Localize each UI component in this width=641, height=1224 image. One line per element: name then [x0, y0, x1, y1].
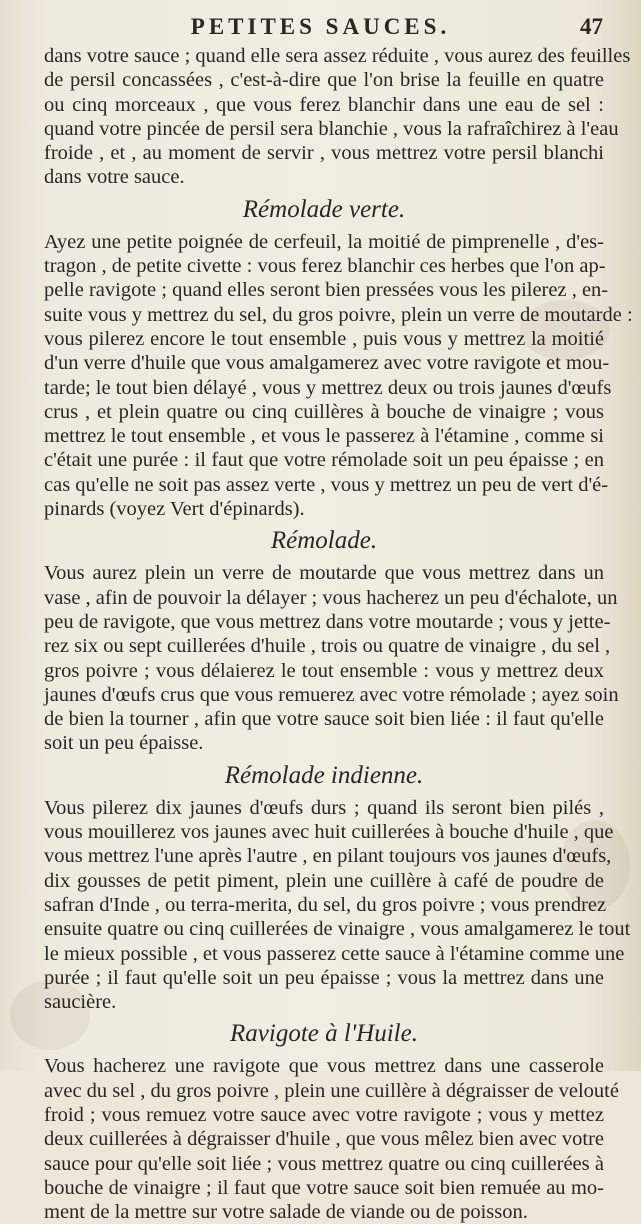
text-line: froide , et , au moment de servir , vous mettrez votre persil blanchi: [44, 142, 604, 165]
section-heading: Ravigote à l'Huile.: [230, 1020, 418, 1048]
text-line: rez six ou sept cuillerées d'huile , trois ou quatre de vinaigre , du sel ,: [44, 635, 611, 658]
text-line: avec du sel , du gros poivre , plein une cuillère à dégraisser de velouté: [44, 1079, 619, 1102]
text-line: c'était une purée : il faut que votre rémolade soit un peu épaisse ; en: [44, 449, 604, 472]
text-line: le mieux possible , et vous passerez cette sauce à l'étamine comme une: [44, 942, 625, 965]
text-line: d'un verre d'huile que vous amalgamerez avec votre ravigote et mou-: [44, 352, 610, 375]
section-remolade-verte: [44, 190, 633, 522]
text-line: suite vous y mettrez du sel, du gros poivre, plein un verre de moutarde :: [44, 303, 633, 326]
text-line: froid ; vous remuez votre sauce avec votre ravigote ; vous y mettez: [44, 1103, 604, 1126]
section-heading: Rémolade.: [270, 527, 378, 555]
section-remolade-indienne: [44, 756, 631, 1015]
text-line: crus , et plein quatre ou cinq cuillères à bouche de vinaigre ; vous: [44, 400, 604, 423]
text-line: ment de la mettre sur votre salade de viande ou de poisson.: [44, 1201, 528, 1224]
text-line: jaunes d'œufs crus que vous remuerez avec votre rémolade ; ayez soin: [44, 683, 619, 706]
text-line: ensuite quatre ou cinq cuillerées de vinaigre , vous amalgamerez le tout: [44, 918, 631, 941]
text-line: vous mettrez l'une après l'autre , en pilant toujours vos jaunes d'œufs,: [44, 845, 612, 868]
text-line: mettrez le tout ensemble , et vous le passerez à l'étamine , comme si: [44, 425, 604, 448]
text-line: pelle ravigote ; quand elles seront bien pressées vous les pilerez , en-: [44, 279, 609, 302]
text-line: gros poivre ; vous délaierez le tout ensemble : vous y mettrez deux: [44, 659, 604, 682]
text-line: quand votre pincée de persil sera blanchie , vous la rafraîchirez à l'eau: [44, 117, 619, 140]
running-header: [0, 8, 641, 42]
body-text: [44, 44, 633, 1224]
text-line: purée ; il faut qu'elle soit un peu épaisse ; vous la mettrez dans une: [44, 966, 604, 989]
page-number: 47: [580, 14, 603, 39]
intro-paragraph: [44, 44, 631, 190]
section-ravigote-huile: [44, 1014, 619, 1224]
text-line: dix gousses de petit piment, plein une cuillère à café de poudre de: [44, 869, 604, 892]
text-line: saucière.: [44, 991, 117, 1014]
text-line: tarde; le tout bien délayé , vous y mettrez deux ou trois jaunes d'œufs: [44, 376, 612, 399]
text-line: vous mouillerez vos jaunes avec huit cuillerées à bouche d'huile , que: [44, 821, 614, 844]
text-line: sauce pour qu'elle soit liée ; vous mettrez quatre ou cinq cuillerées à: [44, 1152, 604, 1175]
section-heading: Rémolade verte.: [242, 195, 406, 223]
text-line: dans votre sauce ; quand elle sera assez réduite , vous aurez des feuilles: [44, 45, 631, 67]
text-line: Vous aurez plein un verre de moutarde que vous mettrez dans un: [44, 562, 604, 585]
section-heading: Rémolade indienne.: [224, 761, 424, 789]
text-line: Vous pilerez dix jaunes d'œufs durs ; quand ils seront bien pilés ,: [44, 796, 604, 819]
text-line: Vous hacherez une ravigote que vous mettrez dans une casserole: [44, 1055, 604, 1078]
text-line: cas qu'elle ne soit pas assez verte , vous y mettrez un peu de vert d'é-: [44, 473, 609, 496]
text-line: pinards (voyez Vert d'épinards).: [44, 498, 305, 521]
text-line: peu de ravigote, que vous mettrez dans votre moutarde ; vous y jette-: [44, 610, 611, 633]
text-line: de bien la tourner , afin que votre sauce soit bien liée : il faut qu'elle: [44, 708, 604, 731]
text-line: dans votre sauce.: [44, 166, 185, 189]
text-line: safran d'Inde , ou terra-merita, du sel, du gros poivre ; vous prendrez: [44, 893, 607, 916]
text-line: bouche de vinaigre ; il faut que votre sauce soit bien remuée au mo-: [44, 1176, 604, 1199]
section-remolade: [44, 521, 619, 755]
text-line: Ayez une petite poignée de cerfeuil, la moitié de pimprenelle , d'es-: [44, 230, 604, 253]
text-line: vous pilerez encore le tout ensemble , puis vous y mettrez la moitié: [44, 327, 604, 350]
text-line: tragon , de petite civette : vous ferez blanchir ces herbes que l'on ap-: [44, 255, 606, 278]
text-line: soit un peu épaisse.: [44, 732, 204, 755]
text-line: deux cuillerées à dégraisser d'huile , que vous mêlez bien avec votre: [44, 1128, 604, 1151]
text-line: vase , afin de pouvoir la délayer ; vous hacherez un peu d'échalote, un: [44, 586, 618, 609]
running-title: PETITES SAUCES.: [190, 14, 451, 39]
text-line: ou cinq morceaux , que vous ferez blanchir dans une eau de sel :: [44, 93, 604, 116]
text-line: de persil concassées , c'est-à-dire que l'on brise la feuille en quatre: [44, 69, 604, 92]
